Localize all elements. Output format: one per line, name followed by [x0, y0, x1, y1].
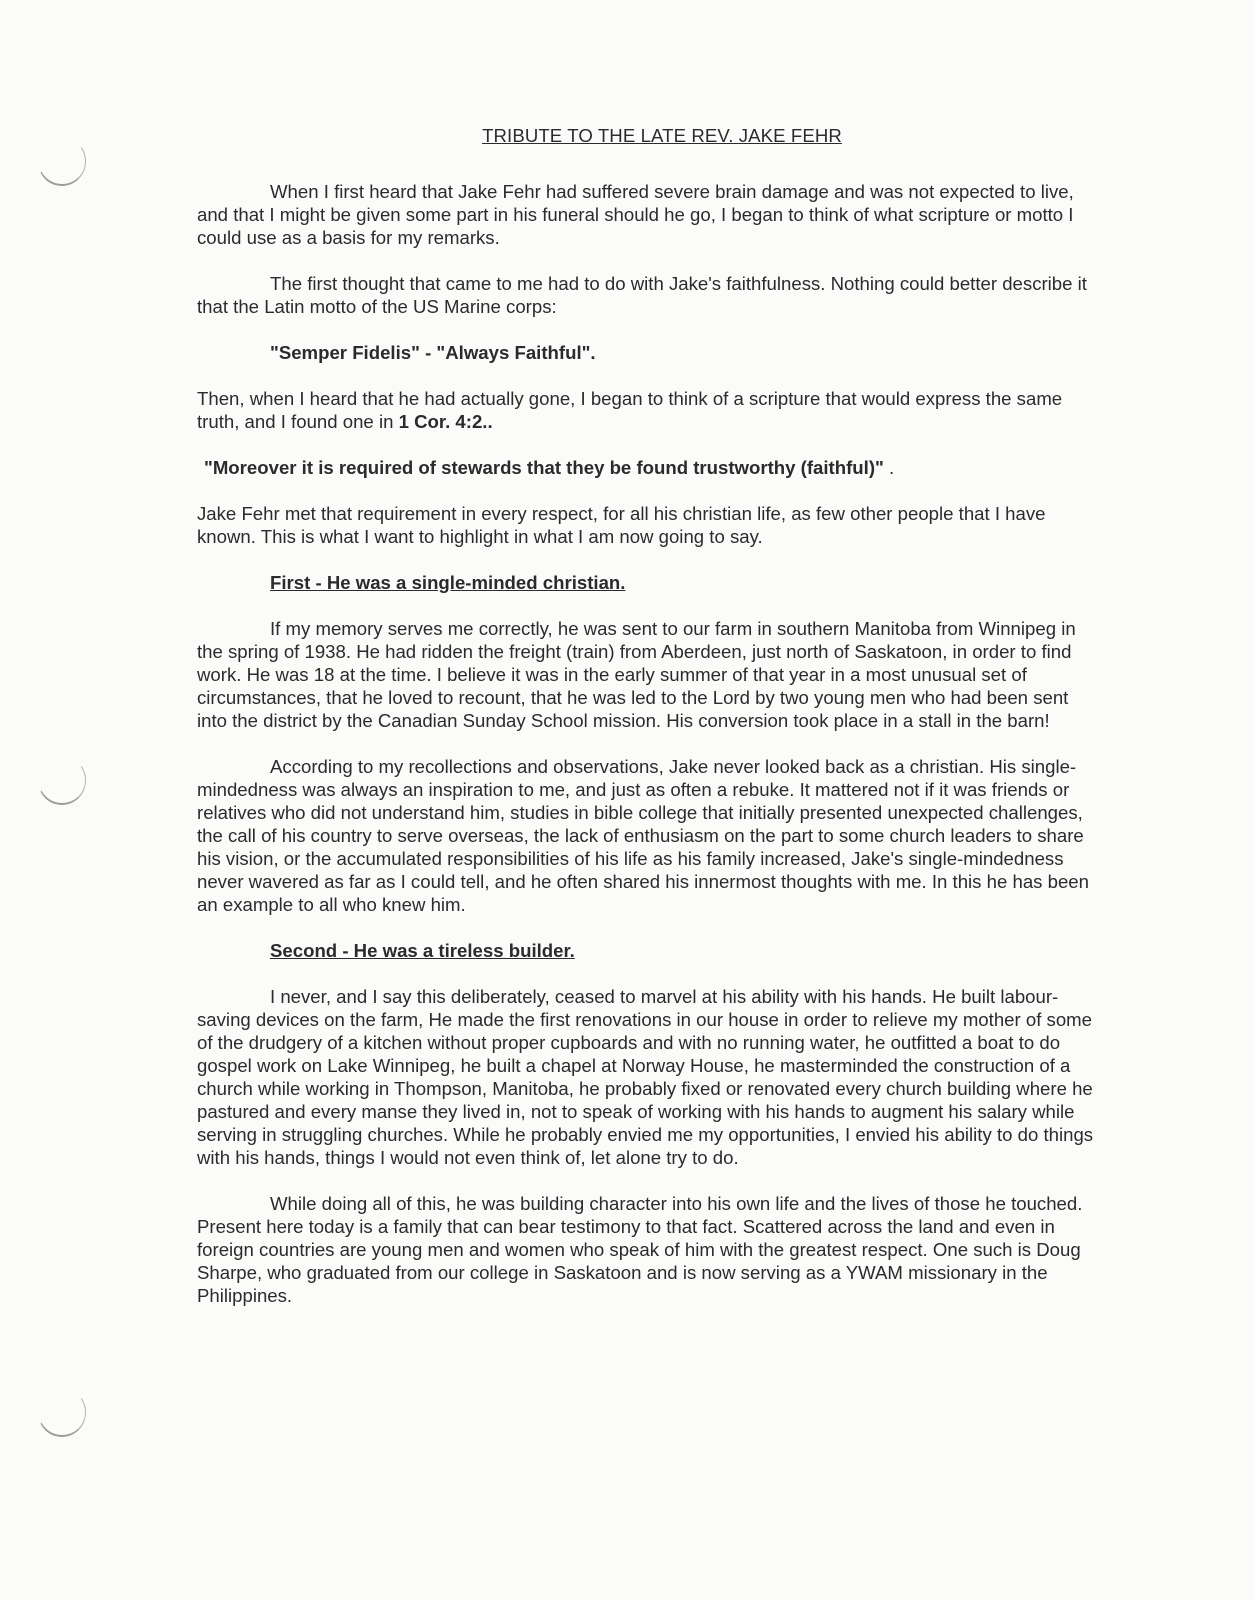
section-heading-first: First - He was a single-minded christian. [270, 572, 626, 593]
verse-end: . [883, 457, 895, 478]
scripture-reference: 1 Cor. 4:2.. [398, 411, 493, 432]
document-title: TRIBUTE TO THE LATE REV. JAKE FEHR [482, 125, 842, 146]
paragraph-single-mindedness: According to my recollections and observations, Jake never looked back as a christian. His single-mindedness was always an inspiration to me, and just as often a rebuke. It mattered not if it was friends or relatives who did not understand him, studies in bible college that initially presented unexpected challenges, the call of his country to serve overseas, the lack of enthusiasm on the part to some church leaders to share his vision, or the accumulated responsibilities of his life as his family increased, Jake's single-mindedness never wavered as far as I could tell, and he often shared his innermost thoughts with me. In this he has been an example to all who knew him. [197, 756, 1089, 915]
paragraph-character: While doing all of this, he was building character into his own life and the lives of those he touched. Present here today is a family that can bear testimony to that fact. Scattered across the land and even in foreign countries are young men and women who speak of him with the greatest respect. One such is Doug Sharpe, who graduated from our college in Saskatoon and is now serving as a YWAM missionary in the Philippines. [197, 1193, 1083, 1306]
paragraph-requirement: Jake Fehr met that requirement in every respect, for all his christian life, as few other people that I have known. This is what I want to highlight in what I am now going to say. [197, 503, 1046, 547]
paragraph-opening: When I first heard that Jake Fehr had suffered severe brain damage and was not expected to live, and that I might be given some part in his funeral should he go, I began to think of what scripture or motto I could use as a basis for my remarks. [197, 181, 1074, 248]
punch-hole-bottom [34, 1384, 90, 1441]
paragraph-conversion: If my memory serves me correctly, he was sent to our farm in southern Manitoba from Winnipeg in the spring of 1938. He had ridden the freight (train) from Aberdeen, just north of Saskatoon, in order to find work. He was 18 at the time. I believe it was in the early summer of that year in a most unusual set of circumstances, that he loved to recount, that he was led to the Lord by two young men who had been sent into the district by the Canadian Sunday School mission. His conversion took place in a stall in the barn! [197, 618, 1076, 731]
punch-hole-top [34, 133, 90, 190]
document-body [197, 124, 1097, 1330]
motto-quote: "Semper Fidelis" - "Always Faithful". [270, 342, 596, 363]
paragraph-faithfulness: The first thought that came to me had to do with Jake's faithfulness. Nothing could better describe it that the Latin motto of the US Marine corps: [197, 273, 1087, 317]
paragraph-builder: I never, and I say this deliberately, ceased to marvel at his ability with his hands. He built labour-saving devices on the farm, He made the first renovations in our house in order to relieve my mother of some of the drudgery of a kitchen without proper cupboards and with no running water, he outfitted a boat to do gospel work on Lake Winnipeg, he built a chapel at Norway House, he masterminded the construction of a church while working in Thompson, Manitoba, he probably fixed or renovated every church building where he pastured and every manse they lived in, not to speak of working with his hands to augment his salary while serving in struggling churches. While he probably envied me my opportunities, I envied his ability to do things with his hands, things I would not even think of, let alone try to do. [197, 986, 1094, 1168]
section-heading-second: Second - He was a tireless builder. [270, 940, 575, 961]
verse-quote [204, 456, 1097, 479]
punch-hole-middle [34, 752, 90, 809]
verse-text: "Moreover it is required of stewards that they be found trustworthy (faithful)" [204, 457, 884, 478]
paragraph-scripture-text: Then, when I heard that he had actually gone, I began to think of a scripture that would express the same truth, and I found one in [197, 388, 1063, 432]
paragraph-scripture [197, 387, 1097, 433]
